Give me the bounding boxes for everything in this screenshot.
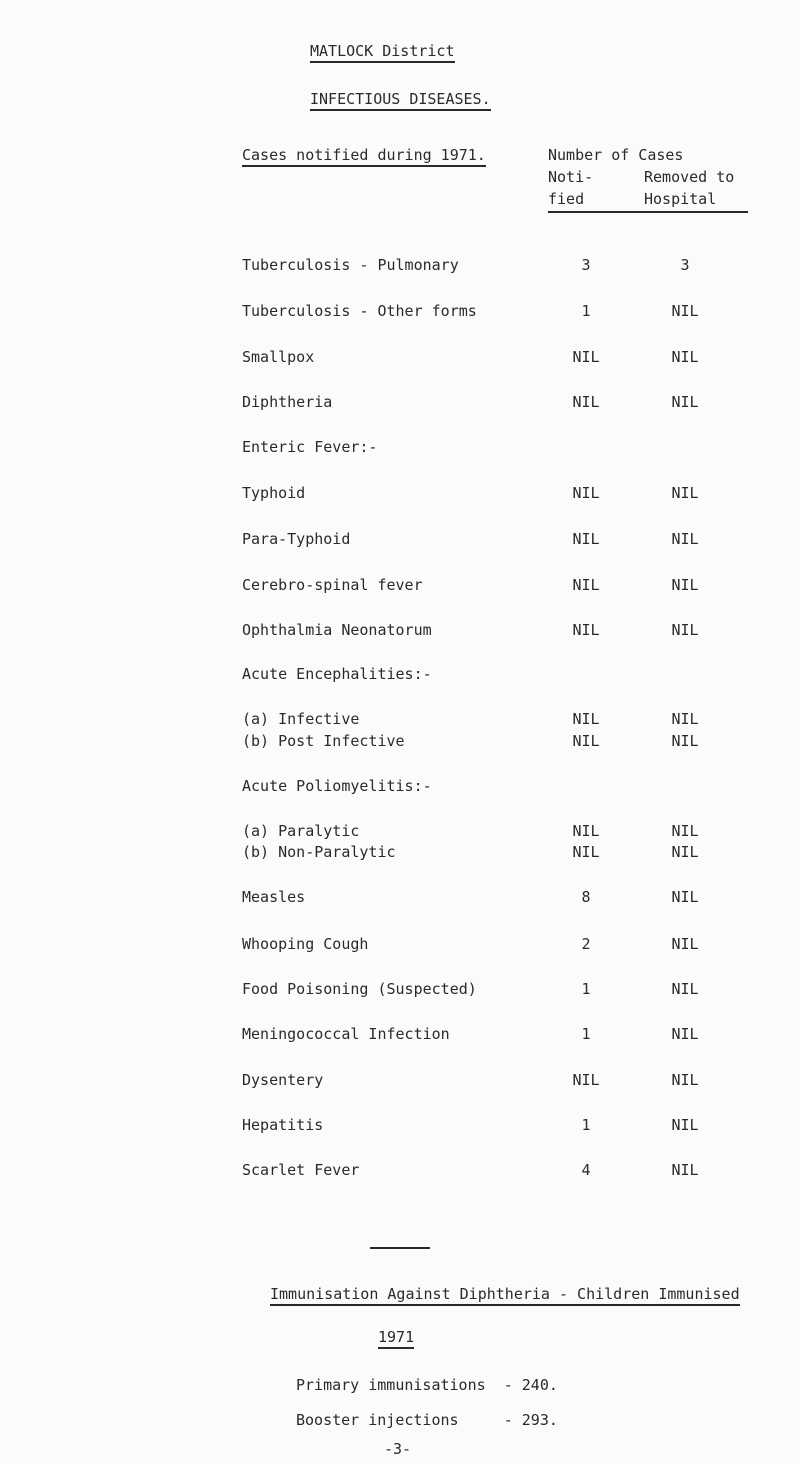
row-removed: NIL	[671, 621, 699, 639]
row-label: Enteric Fever:-	[242, 438, 378, 456]
row-removed: NIL	[671, 576, 699, 594]
row-notified: 3	[581, 256, 591, 274]
row-removed: 3	[680, 256, 690, 274]
row-label: Meningococcal Infection	[242, 1025, 450, 1043]
row-label: Diphtheria	[242, 393, 333, 411]
column-header-removed-line2: Hospital	[644, 190, 717, 208]
district-title: MATLOCK District	[310, 42, 455, 63]
section-divider	[370, 1247, 430, 1249]
row-label: Tuberculosis - Other forms	[242, 302, 477, 320]
section-title: INFECTIOUS DISEASES.	[310, 90, 491, 111]
row-removed: NIL	[671, 732, 699, 750]
row-removed: NIL	[671, 1116, 699, 1134]
row-label: (b) Non-Paralytic	[242, 843, 396, 861]
booster-injections: Booster injections - 293.	[296, 1411, 558, 1429]
row-notified: NIL	[572, 576, 600, 594]
row-label: Acute Poliomyelitis:-	[242, 777, 432, 795]
row-notified: NIL	[572, 710, 600, 728]
row-removed: NIL	[671, 1025, 699, 1043]
row-label: Smallpox	[242, 348, 315, 366]
column-header-notified-line2: fied	[548, 190, 585, 208]
row-removed: NIL	[671, 843, 699, 861]
row-removed: NIL	[671, 935, 699, 953]
row-notified: NIL	[572, 530, 600, 548]
row-notified: 1	[581, 1025, 591, 1043]
row-notified: NIL	[572, 484, 600, 502]
row-removed: NIL	[671, 302, 699, 320]
row-notified: 2	[581, 935, 591, 953]
header-underline	[548, 211, 748, 213]
row-removed: NIL	[671, 888, 699, 906]
row-label: Typhoid	[242, 484, 306, 502]
row-label: Whooping Cough	[242, 935, 369, 953]
row-notified: NIL	[572, 1071, 600, 1089]
row-label: Para-Typhoid	[242, 530, 351, 548]
row-notified: NIL	[572, 393, 600, 411]
row-label: (b) Post Infective	[242, 732, 405, 750]
row-notified: 4	[581, 1161, 591, 1179]
row-label: Scarlet Fever	[242, 1161, 360, 1179]
row-notified: NIL	[572, 822, 600, 840]
row-label: (a) Paralytic	[242, 822, 360, 840]
row-removed: NIL	[671, 980, 699, 998]
row-removed: NIL	[671, 393, 699, 411]
row-notified: NIL	[572, 732, 600, 750]
primary-immunisations: Primary immunisations - 240.	[296, 1376, 558, 1394]
row-label: Cerebro-spinal fever	[242, 576, 423, 594]
immunisation-title: Immunisation Against Diphtheria - Children Immunised	[270, 1285, 740, 1306]
row-notified: 1	[581, 1116, 591, 1134]
row-removed: NIL	[671, 1071, 699, 1089]
row-removed: NIL	[671, 348, 699, 366]
row-removed: NIL	[671, 484, 699, 502]
row-notified: NIL	[572, 348, 600, 366]
column-header-main: Number of Cases	[548, 146, 684, 164]
table-title: Cases notified during 1971.	[242, 146, 486, 167]
row-label: Food Poisoning (Suspected)	[242, 980, 477, 998]
page-number: -3-	[384, 1440, 412, 1458]
row-label: Ophthalmia Neonatorum	[242, 621, 432, 639]
row-label: (a) Infective	[242, 710, 360, 728]
row-notified: NIL	[572, 621, 600, 639]
column-header-notified-line1: Noti-	[548, 168, 594, 186]
row-label: Measles	[242, 888, 306, 906]
row-notified: 8	[581, 888, 591, 906]
row-label: Hepatitis	[242, 1116, 324, 1134]
row-removed: NIL	[671, 822, 699, 840]
row-removed: NIL	[671, 1161, 699, 1179]
row-notified: 1	[581, 302, 591, 320]
row-removed: NIL	[671, 710, 699, 728]
row-label: Dysentery	[242, 1071, 324, 1089]
row-notified: NIL	[572, 843, 600, 861]
row-removed: NIL	[671, 530, 699, 548]
row-notified: 1	[581, 980, 591, 998]
column-header-removed-line1: Removed to	[644, 168, 735, 186]
row-label: Acute Encephalities:-	[242, 665, 432, 683]
row-label: Tuberculosis - Pulmonary	[242, 256, 459, 274]
immunisation-year: 1971	[378, 1328, 414, 1349]
